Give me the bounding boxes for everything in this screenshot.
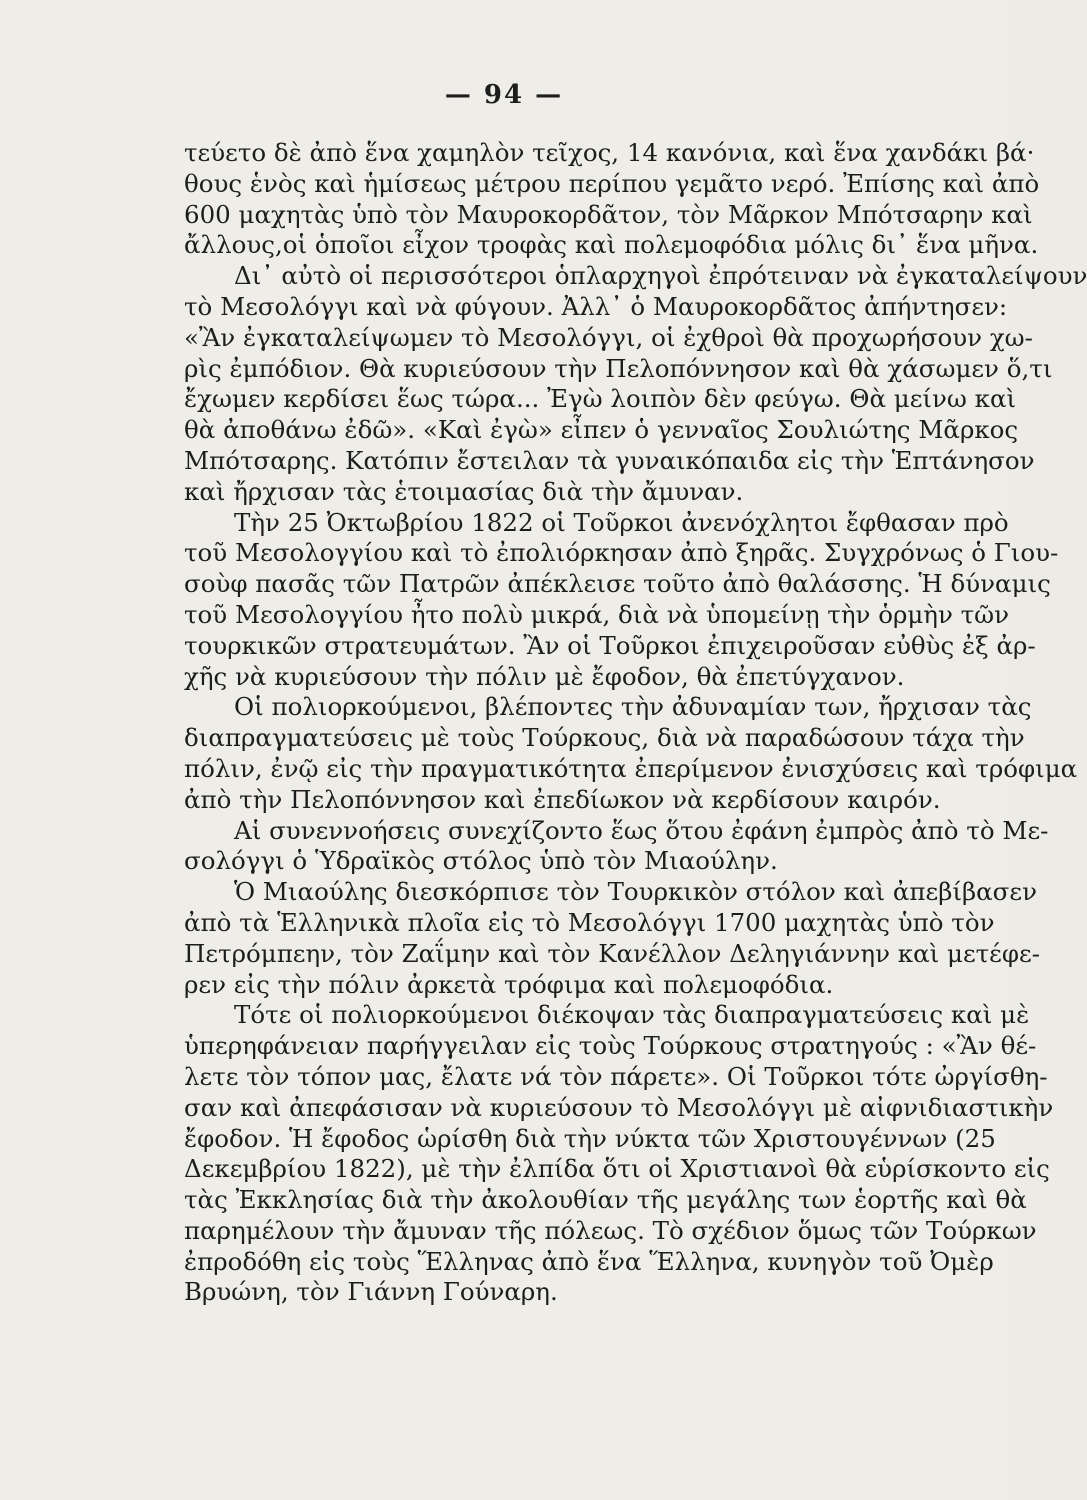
text-line: Πετρόμπεην, τὸν Ζαΐμην καὶ τὸν Κανέλλον Δεληγιάννην καὶ μετέφε-	[184, 938, 1041, 968]
text-line: λετε τὸν τόπον μας, ἔλατε νά τὸν πάρετε». Οἱ Τοῦρκοι τότε ὠργίσθη-	[184, 1061, 1048, 1091]
text-line: τὰς Ἐκκλησίας διὰ τὴν ἀκολουθίαν τῆς μεγάλης των ἑορτῆς καὶ θὰ	[184, 1185, 1027, 1215]
text-line: τοῦ Μεσολογγίου ἦτο πολὺ μικρά, διὰ νὰ ὑπομείνῃ τὴν ὁρμὴν τῶν	[184, 599, 1010, 629]
text-line: διαπραγματεύσεις μὲ τοὺς Τούρκους, διὰ νὰ παραδώσουν τάχα τὴν	[184, 723, 1025, 753]
text-line: ἀπὸ τὰ Ἑλληνικὰ πλοῖα εἰς τὸ Μεσολόγγι 1700 μαχητὰς ὑπὸ τὸν	[184, 907, 995, 937]
text-line: ἄλλους,οἱ ὁποῖοι εἶχον τροφὰς καὶ πολεμοφόδια μόλις δι᾿ ἕνα μῆνα.	[184, 230, 1039, 260]
text-line: τὸ Μεσολόγγι καὶ νὰ φύγουν. Ἀλλ᾿ ὁ Μαυροκορδᾶτος ἀπήντησεν:	[184, 291, 1008, 321]
text-line: Τότε οἱ πολιορκούμενοι διέκοψαν τὰς διαπραγματεύσεις καὶ μὲ	[234, 1000, 1030, 1030]
text-line: τουρκικῶν στρατευμάτων. Ἂν οἱ Τοῦρκοι ἐπιχειροῦσαν εὐθὺς ἐξ ἀρ-	[184, 630, 1036, 660]
text-line: Βρυώνη, τὸν Γιάννη Γούναρη.	[184, 1277, 558, 1307]
text-line: Αἱ συνεννοήσεις συνεχίζοντο ἕως ὅτου ἐφάνη ἐμπρὸς ἀπὸ τὸ Με-	[234, 815, 1049, 845]
text-line: χῆς νὰ κυριεύσουν τὴν πόλιν μὲ ἔφοδον, θὰ ἐπετύγχανον.	[184, 661, 905, 691]
body-text	[184, 138, 1087, 1308]
text-line: σολόγγι ὁ Ὑδραϊκὸς στόλος ὑπὸ τὸν Μιαούλην.	[184, 846, 778, 876]
text-line: θους ἑνὸς καὶ ἡμίσεως μέτρου περίπου γεμᾶτο νερό. Ἐπίσης καὶ ἀπὸ	[184, 168, 1040, 198]
text-line: παρημέλουν τὴν ἄμυναν τῆς πόλεως. Τὸ σχέδιον ὅμως τῶν Τούρκων	[184, 1215, 1037, 1245]
text-line: Ὁ Μιαούλης διεσκόρπισε τὸν Τουρκικὸν στόλον καὶ ἀπεβίβασεν	[234, 877, 1037, 907]
text-line: σαν καὶ ἀπεφάσισαν νὰ κυριεύσουν τὸ Μεσολόγγι μὲ αἰφνιδιαστικὴν	[184, 1092, 1054, 1122]
text-line: ρὶς ἐμπόδιον. Θὰ κυριεύσουν τὴν Πελοπόννησον καὶ θὰ χάσωμεν ὅ,τι	[184, 353, 1053, 383]
text-line: καὶ ἤρχισαν τὰς ἑτοιμασίας διὰ τὴν ἄμυναν.	[184, 476, 744, 506]
text-line: τεύετο δὲ ἀπὸ ἕνα χαμηλὸν τεῖχος, 14 κανόνια, καὶ ἕνα χανδάκι βά·	[184, 138, 1035, 167]
page-number: — 94 —	[444, 80, 564, 110]
text-line: Δεκεμβρίου 1822), μὲ τὴν ἐλπίδα ὅτι οἱ Χριστιανοὶ θὰ εὑρίσκοντο εἰς	[184, 1154, 1050, 1184]
text-line: 600 μαχητὰς ὑπὸ τὸν Μαυροκορδᾶτον, τὸν Μᾶρκον Μπότσαρην καὶ	[184, 199, 1033, 229]
text-line: Δι᾿ αὐτὸ οἱ περισσότεροι ὁπλαρχηγοὶ ἐπρότειναν νὰ ἐγκαταλείψουν	[234, 261, 1087, 291]
text-line: θὰ ἀποθάνω ἐδῶ». «Καὶ ἐγὼ» εἶπεν ὁ γενναῖος Σουλιώτης Μᾶρκος	[184, 415, 1019, 445]
text-line: ἔχωμεν κερδίσει ἕως τώρα... Ἐγὼ λοιπὸν δὲν φεύγω. Θὰ μείνω καὶ	[184, 384, 1017, 414]
text-line: «Ἂν ἐγκαταλείψωμεν τὸ Μεσολόγγι, οἱ ἐχθροὶ θὰ προχωρήσουν χω-	[184, 322, 1033, 352]
text-line: ἔφοδον. Ἡ ἔφοδος ὡρίσθη διὰ τὴν νύκτα τῶν Χριστουγέννων (25	[184, 1123, 996, 1153]
text-line: ἀπὸ τὴν Πελοπόννησον καὶ ἐπεδίωκον νὰ κερδίσουν καιρόν.	[184, 784, 941, 814]
text-line: ἐπροδόθη εἰς τοὺς Ἕλληνας ἀπὸ ἕνα Ἕλληνα, κυνηγὸν τοῦ Ὀμὲρ	[184, 1246, 994, 1276]
text-line: Τὴν 25 Ὀκτωβρίου 1822 οἱ Τοῦρκοι ἀνενόχλητοι ἔφθασαν πρὸ	[234, 507, 1009, 537]
text-line: Οἱ πολιορκούμενοι, βλέποντες τὴν ἀδυναμίαν των, ἤρχισαν τὰς	[234, 692, 1032, 722]
text-line: ὑπερηφάνειαν παρήγγειλαν εἰς τοὺς Τούρκους στρατηγούς : «Ἂν θέ-	[184, 1031, 1037, 1061]
text-line: ρεν εἰς τὴν πόλιν ἀρκετὰ τρόφιμα καὶ πολεμοφόδια.	[184, 969, 834, 999]
text-line: Μπότσαρης. Κατόπιν ἔστειλαν τὰ γυναικόπαιδα εἰς τὴν Ἑπτάνησον	[184, 445, 1035, 475]
text-line: τοῦ Μεσολογγίου καὶ τὸ ἐπολιόρκησαν ἀπὸ ξηρᾶς. Συγχρόνως ὁ Γιου-	[184, 538, 1059, 568]
text-line: πόλιν, ἐνῷ εἰς τὴν πραγματικότητα ἐπερίμενον ἐνισχύσεις καὶ τρόφιμα	[184, 753, 1078, 783]
text-line: σοὺφ πασᾶς τῶν Πατρῶν ἀπέκλεισε τοῦτο ἀπὸ θαλάσσης. Ἡ δύναμις	[184, 569, 1051, 599]
